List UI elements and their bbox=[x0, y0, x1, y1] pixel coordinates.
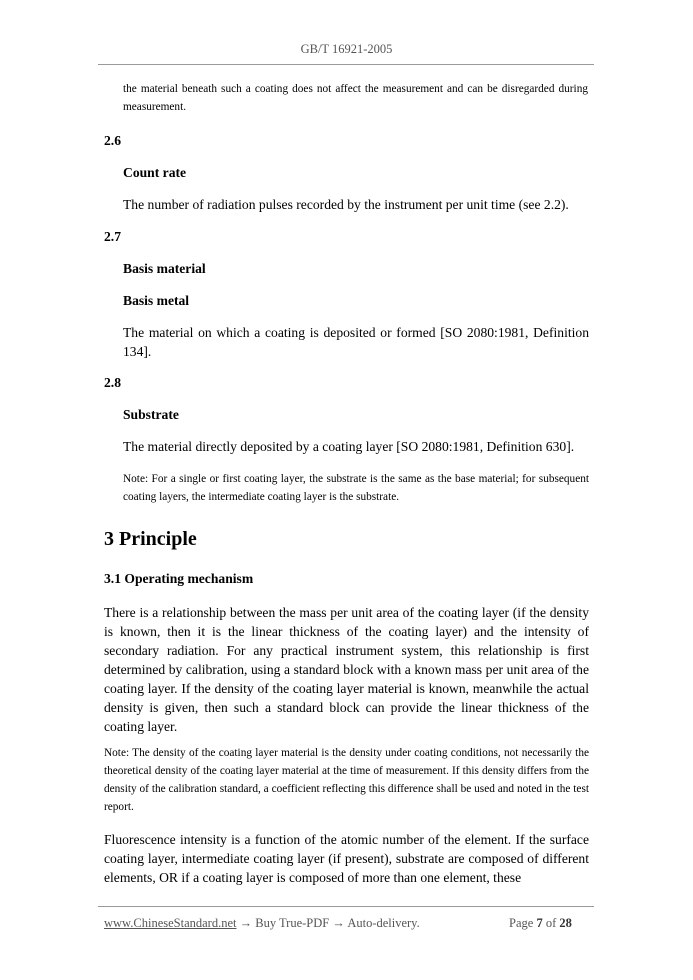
clause-number-2-8: 2.8 bbox=[104, 375, 121, 390]
clause-number-2-6: 2.6 bbox=[104, 133, 121, 148]
term-count-rate: Count rate bbox=[123, 165, 187, 180]
auto-delivery-text: Auto-delivery. bbox=[347, 916, 420, 930]
note-2-8: Note: For a single or first coating layer, the substrate is the same as the base material; for subsequent coating layers, the intermediate coating layer is the substrate. bbox=[123, 473, 589, 503]
paragraph-3-1-b: Fluorescence intensity is a function of the atomic number of the element. If the surface coating layer, intermediate coating layer (if present), substrate are composed of different elements, OR if a coating layer is composed of more than one element, these bbox=[104, 832, 589, 885]
website-link[interactable]: www.ChineseStandard.net bbox=[104, 916, 237, 930]
page-indicator bbox=[509, 916, 572, 931]
arrow-right-icon: → bbox=[239, 916, 253, 930]
buy-pdf-text: Buy True-PDF bbox=[255, 916, 330, 930]
footer-divider bbox=[98, 906, 594, 907]
term-substrate: Substrate bbox=[123, 407, 179, 422]
clause-number-2-7: 2.7 bbox=[104, 229, 121, 244]
term-basis-metal: Basis metal bbox=[123, 293, 190, 308]
page-total: 28 bbox=[559, 916, 572, 930]
running-header: GB/T 16921-2005 bbox=[300, 42, 393, 56]
arrow-right-icon: → bbox=[332, 916, 345, 930]
definition-2-8: The material directly deposited by a coating layer [SO 2080:1981, Definition 630]. bbox=[123, 439, 575, 454]
page-current: 7 bbox=[536, 916, 543, 930]
page-label: Page bbox=[509, 916, 534, 930]
definition-2-7: The material on which a coating is deposited or formed [SO 2080:1981, Definition 134]. bbox=[123, 325, 589, 359]
footer-promo bbox=[104, 916, 420, 931]
definition-2-6: The number of radiation pulses recorded by the instrument per unit time (see 2.2). bbox=[123, 197, 569, 212]
note-3-1: Note: The density of the coating layer material is the density under coating conditions, not necessarily the theoretical density of the coating layer material at the time of measurement. If this density differs from the density of the calibration standard, a coefficient reflecting this difference shall be used and noted in the test report. bbox=[104, 747, 589, 813]
term-basis-material: Basis material bbox=[123, 261, 206, 276]
section-heading-3: 3 Principle bbox=[104, 528, 197, 550]
intro-paragraph: the material beneath such a coating does not affect the measurement and can be disregarded during measurement. bbox=[123, 83, 588, 113]
paragraph-3-1-a: There is a relationship between the mass per unit area of the coating layer (if the density is known, then it is the linear thickness of the coating layer) and the intensity of secondary radiation. For any practical instrument system, this relationship is first determined by calibration, using a standard block with a known mass per unit area of the coating layer. If the density of the coating layer material is known, meanwhile the actual density is given, then such a standard block can provide the linear thickness of the coating layer. bbox=[104, 605, 589, 734]
header-divider bbox=[98, 64, 594, 65]
of-label: of bbox=[545, 916, 557, 930]
subsection-heading-3-1: 3.1 Operating mechanism bbox=[104, 571, 254, 586]
